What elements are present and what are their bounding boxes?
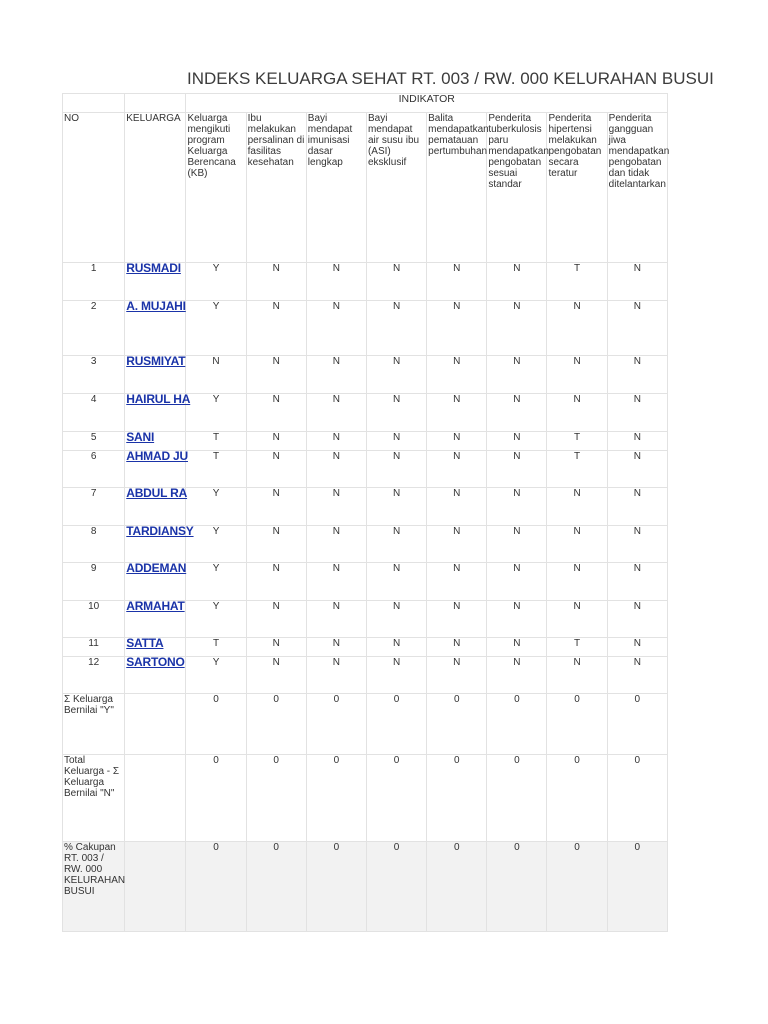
summary-value-cell: 0 bbox=[366, 694, 426, 755]
indicator-value-cell: Y bbox=[186, 526, 246, 563]
summary-label: Σ Keluarga Bernilai "Y" bbox=[63, 694, 125, 755]
indicator-value-cell: N bbox=[607, 601, 667, 638]
keluarga-name-link[interactable]: HAIRUL HA bbox=[126, 392, 191, 406]
indicator-value-cell: N bbox=[366, 451, 426, 488]
indicator-value-cell: N bbox=[246, 657, 306, 694]
header-blank-cell bbox=[63, 94, 125, 113]
keluarga-name-cell bbox=[125, 563, 186, 601]
indicator-value-cell: N bbox=[487, 638, 547, 657]
indicator-value-cell: Y bbox=[186, 601, 246, 638]
indicator-header: Balita mendapatkan pematauan pertumbuhan bbox=[427, 113, 487, 263]
indicator-value-cell: N bbox=[246, 356, 306, 394]
indicator-header: Penderita hipertensi melakukan pengobatan secara teratur bbox=[547, 113, 607, 263]
indicator-value-cell: Y bbox=[186, 301, 246, 356]
indicator-value-cell: N bbox=[246, 488, 306, 526]
indicator-value-cell: N bbox=[306, 657, 366, 694]
indicator-value-cell: N bbox=[487, 263, 547, 301]
indicator-value-cell: N bbox=[607, 301, 667, 356]
indicator-value-cell: N bbox=[427, 638, 487, 657]
keluarga-name-cell bbox=[125, 488, 186, 526]
indicator-value-cell: T bbox=[547, 451, 607, 488]
summary-value-cell: 0 bbox=[366, 842, 426, 932]
indicator-value-cell: N bbox=[366, 563, 426, 601]
column-header-keluarga: KELUARGA bbox=[125, 113, 186, 263]
keluarga-name-cell bbox=[125, 524, 194, 563]
summary-value-cell: 0 bbox=[246, 842, 306, 932]
indicator-value-cell: N bbox=[246, 526, 306, 563]
indicator-value-cell: N bbox=[427, 394, 487, 432]
summary-value-cell: 0 bbox=[366, 755, 426, 842]
summary-value-cell: 0 bbox=[186, 694, 246, 755]
summary-value-cell: 0 bbox=[607, 694, 667, 755]
indicator-value-cell: N bbox=[487, 301, 547, 356]
row-number: 12 bbox=[63, 657, 125, 694]
indicator-value-cell: T bbox=[186, 432, 246, 451]
indicator-value-cell: N bbox=[427, 356, 487, 394]
summary-blank-cell bbox=[125, 694, 186, 755]
table-row bbox=[63, 263, 668, 301]
indicator-value-cell: N bbox=[547, 563, 607, 601]
header-blank-cell bbox=[125, 94, 186, 113]
indicator-value-cell: N bbox=[366, 526, 426, 563]
summary-value-cell: 0 bbox=[427, 694, 487, 755]
indicator-value-cell: N bbox=[547, 601, 607, 638]
keluarga-name-link[interactable]: RUSMIYAT bbox=[126, 354, 186, 368]
indicator-value-cell: N bbox=[306, 451, 366, 488]
indicator-value-cell: N bbox=[607, 263, 667, 301]
summary-blank-cell bbox=[125, 842, 186, 932]
summary-value-cell: 0 bbox=[547, 694, 607, 755]
indicator-value-cell: N bbox=[427, 432, 487, 451]
row-number: 11 bbox=[63, 638, 125, 657]
indicator-value-cell: T bbox=[547, 432, 607, 451]
row-number: 6 bbox=[63, 451, 125, 488]
row-number: 4 bbox=[63, 394, 125, 432]
indicator-value-cell: N bbox=[306, 432, 366, 451]
indicator-value-cell: N bbox=[306, 601, 366, 638]
indicator-value-cell: N bbox=[366, 356, 426, 394]
summary-blank-cell bbox=[125, 755, 186, 842]
table-row bbox=[63, 638, 668, 657]
summary-label: % Cakupan RT. 003 / RW. 000 KELURAHAN BUSUI bbox=[63, 842, 125, 932]
table-row bbox=[63, 563, 668, 601]
indicator-value-cell: T bbox=[186, 451, 246, 488]
keluarga-name-link[interactable]: SANI bbox=[126, 430, 155, 444]
row-number: 5 bbox=[63, 432, 125, 451]
table-row bbox=[63, 301, 668, 356]
indicator-header: Bayi mendapat air susu ibu (ASI) eksklusif bbox=[366, 113, 426, 263]
keluarga-name-link[interactable]: ARMAHAT bbox=[126, 599, 185, 613]
indicator-value-cell: N bbox=[607, 563, 667, 601]
indicator-value-cell: N bbox=[607, 526, 667, 563]
indicator-value-cell: N bbox=[607, 657, 667, 694]
keluarga-name-link[interactable]: A. MUJAHI bbox=[126, 299, 186, 313]
indicator-value-cell: Y bbox=[186, 263, 246, 301]
indicator-value-cell: N bbox=[607, 451, 667, 488]
indicator-value-cell: N bbox=[487, 488, 547, 526]
indicator-value-cell: N bbox=[547, 394, 607, 432]
summary-value-cell: 0 bbox=[607, 755, 667, 842]
keluarga-name-link[interactable]: ADDEMAN bbox=[126, 561, 187, 575]
indicator-value-cell: N bbox=[427, 601, 487, 638]
summary-row bbox=[63, 842, 668, 932]
summary-value-cell: 0 bbox=[547, 842, 607, 932]
table-row bbox=[63, 601, 668, 638]
indicator-value-cell: N bbox=[186, 356, 246, 394]
indicator-value-cell: N bbox=[366, 263, 426, 301]
indicator-value-cell: N bbox=[246, 638, 306, 657]
indicator-value-cell: N bbox=[306, 301, 366, 356]
indicator-value-cell: N bbox=[547, 488, 607, 526]
indicator-header: Ibu melakukan persalinan di fasilitas kesehatan bbox=[246, 113, 306, 263]
table-row bbox=[63, 432, 668, 451]
indicator-value-cell: N bbox=[487, 394, 547, 432]
indicator-value-cell: T bbox=[186, 638, 246, 657]
indicator-value-cell: N bbox=[427, 657, 487, 694]
keluarga-name-cell bbox=[125, 301, 186, 356]
indicator-value-cell: N bbox=[366, 601, 426, 638]
summary-value-cell: 0 bbox=[246, 694, 306, 755]
summary-label: Total Keluarga - Σ Keluarga Bernilai "N" bbox=[63, 755, 125, 842]
indicator-value-cell: N bbox=[366, 394, 426, 432]
summary-value-cell: 0 bbox=[487, 755, 547, 842]
summary-row bbox=[63, 755, 668, 842]
indicator-value-cell: N bbox=[607, 432, 667, 451]
indicator-value-cell: N bbox=[306, 356, 366, 394]
indicator-header: Penderita gangguan jiwa mendapatkan pengobatan dan tidak ditelantarkan bbox=[607, 113, 667, 263]
summary-value-cell: 0 bbox=[306, 755, 366, 842]
table-row bbox=[63, 657, 668, 694]
indicator-value-cell: N bbox=[487, 451, 547, 488]
summary-value-cell: 0 bbox=[306, 694, 366, 755]
summary-value-cell: 0 bbox=[607, 842, 667, 932]
indicator-value-cell: N bbox=[306, 526, 366, 563]
summary-value-cell: 0 bbox=[547, 755, 607, 842]
summary-value-cell: 0 bbox=[186, 755, 246, 842]
row-number: 10 bbox=[63, 601, 125, 638]
table-body bbox=[63, 263, 668, 932]
row-number: 8 bbox=[63, 526, 125, 563]
indicator-value-cell: N bbox=[366, 638, 426, 657]
page-title: INDEKS KELUARGA SEHAT RT. 003 / RW. 000 KELURAHAN BUSUI bbox=[187, 69, 714, 88]
row-number: 7 bbox=[63, 488, 125, 526]
table-row bbox=[63, 356, 668, 394]
indicator-value-cell: N bbox=[547, 356, 607, 394]
indicator-value-cell: N bbox=[306, 638, 366, 657]
keluarga-name-cell bbox=[125, 657, 186, 694]
row-number: 3 bbox=[63, 356, 125, 394]
keluarga-name-link[interactable]: ABDUL RA bbox=[126, 486, 188, 500]
indicator-value-cell: N bbox=[427, 488, 487, 526]
table-row bbox=[63, 526, 668, 563]
summary-value-cell: 0 bbox=[487, 842, 547, 932]
indicator-value-cell: N bbox=[607, 356, 667, 394]
keluarga-name-cell bbox=[125, 451, 186, 488]
table-row bbox=[63, 451, 668, 488]
indicator-value-cell: N bbox=[607, 394, 667, 432]
summary-row bbox=[63, 694, 668, 755]
keluarga-sehat-table bbox=[62, 93, 668, 932]
keluarga-name-cell bbox=[125, 263, 186, 301]
summary-value-cell: 0 bbox=[427, 842, 487, 932]
indicator-value-cell: N bbox=[246, 263, 306, 301]
table-row bbox=[63, 394, 668, 432]
indicator-value-cell: N bbox=[607, 488, 667, 526]
indicator-value-cell: N bbox=[487, 657, 547, 694]
keluarga-name-link[interactable]: RUSMADI bbox=[126, 261, 181, 275]
indicator-value-cell: N bbox=[487, 526, 547, 563]
row-number: 2 bbox=[63, 301, 125, 356]
indicator-value-cell: N bbox=[306, 563, 366, 601]
keluarga-name-cell bbox=[125, 432, 186, 451]
column-header-no: NO bbox=[63, 113, 125, 263]
keluarga-name-cell bbox=[125, 638, 186, 657]
indicator-value-cell: Y bbox=[186, 657, 246, 694]
indicator-value-cell: N bbox=[246, 563, 306, 601]
row-number: 9 bbox=[63, 563, 125, 601]
indicator-value-cell: N bbox=[366, 301, 426, 356]
indicator-value-cell: N bbox=[246, 451, 306, 488]
indicator-value-cell: N bbox=[427, 301, 487, 356]
indicator-value-cell: N bbox=[246, 601, 306, 638]
indicator-value-cell: N bbox=[487, 356, 547, 394]
indicator-value-cell: N bbox=[246, 394, 306, 432]
indicator-value-cell: N bbox=[306, 488, 366, 526]
keluarga-name-link[interactable]: AHMAD JU bbox=[126, 449, 188, 463]
indicator-value-cell: N bbox=[487, 601, 547, 638]
summary-value-cell: 0 bbox=[487, 694, 547, 755]
summary-value-cell: 0 bbox=[306, 842, 366, 932]
indicator-value-cell: Y bbox=[186, 394, 246, 432]
indicator-value-cell: N bbox=[246, 432, 306, 451]
indicator-value-cell: N bbox=[427, 263, 487, 301]
table-row bbox=[63, 488, 668, 526]
indicator-header: Keluarga mengikuti program Keluarga Berencana (KB) bbox=[186, 113, 246, 263]
indicator-value-cell: T bbox=[547, 263, 607, 301]
keluarga-name-link[interactable]: SATTA bbox=[126, 636, 164, 650]
indicator-value-cell: N bbox=[366, 432, 426, 451]
indicator-value-cell: N bbox=[366, 488, 426, 526]
indicator-value-cell: N bbox=[366, 657, 426, 694]
indicator-value-cell: N bbox=[306, 394, 366, 432]
indicator-group-header: INDIKATOR bbox=[186, 94, 668, 113]
indicator-value-cell: N bbox=[547, 657, 607, 694]
indicator-header: Penderita tuberkulosis paru mendapatkan pengobatan sesuai standar bbox=[487, 113, 547, 263]
indicator-value-cell: T bbox=[547, 638, 607, 657]
indicator-value-cell: N bbox=[547, 301, 607, 356]
indicator-value-cell: N bbox=[427, 451, 487, 488]
keluarga-name-cell bbox=[125, 392, 191, 432]
indicator-value-cell: N bbox=[547, 526, 607, 563]
indicator-value-cell: N bbox=[487, 432, 547, 451]
keluarga-name-cell bbox=[125, 356, 186, 394]
summary-value-cell: 0 bbox=[246, 755, 306, 842]
row-number: 1 bbox=[63, 263, 125, 301]
indicator-value-cell: N bbox=[306, 263, 366, 301]
indicator-value-cell: Y bbox=[186, 563, 246, 601]
indicator-value-cell: N bbox=[427, 526, 487, 563]
indicator-value-cell: N bbox=[607, 638, 667, 657]
keluarga-name-link[interactable]: TARDIANSY bbox=[126, 524, 194, 538]
indicator-value-cell: N bbox=[487, 563, 547, 601]
indicator-value-cell: N bbox=[427, 563, 487, 601]
summary-value-cell: 0 bbox=[427, 755, 487, 842]
keluarga-name-link[interactable]: SARTONO bbox=[126, 655, 185, 669]
indicator-value-cell: Y bbox=[186, 488, 246, 526]
indicator-value-cell: N bbox=[246, 301, 306, 356]
keluarga-name-cell bbox=[125, 601, 186, 638]
summary-value-cell: 0 bbox=[186, 842, 246, 932]
indicator-header: Bayi mendapat imunisasi dasar lengkap bbox=[306, 113, 366, 263]
